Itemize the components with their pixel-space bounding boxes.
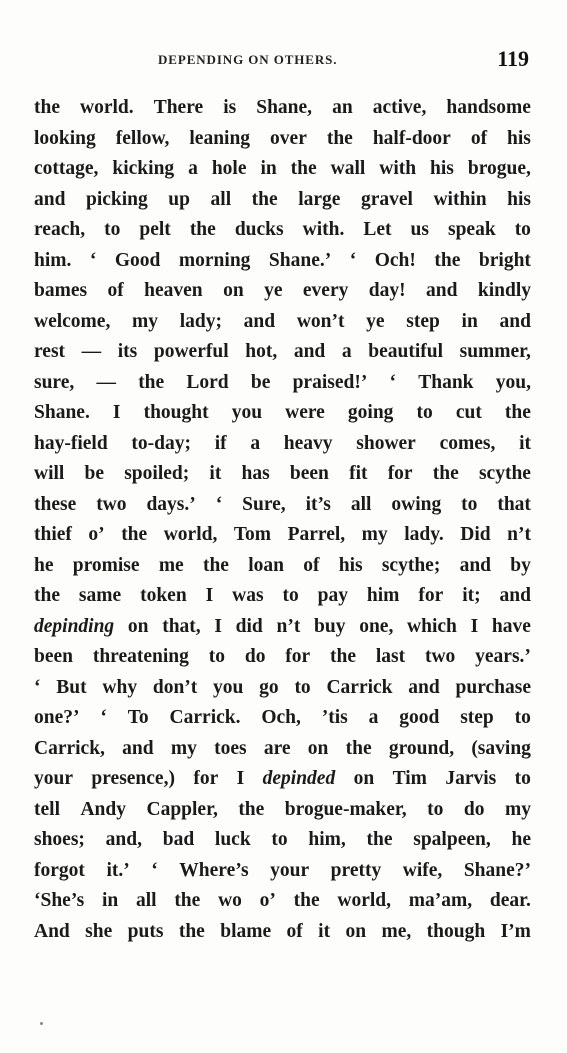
word: it; — [462, 585, 481, 606]
word: the — [178, 920, 205, 942]
word: shower — [356, 432, 416, 454]
word: — — [96, 371, 116, 393]
word: I’m — [500, 920, 531, 942]
word: spoiled; — [124, 463, 190, 484]
word: pretty — [330, 859, 382, 881]
word: ‘She’s — [34, 890, 85, 911]
paper-speck — [40, 1022, 43, 1025]
word: summer, — [459, 341, 531, 362]
text-line — [34, 337, 531, 368]
word: to — [461, 493, 478, 515]
word: pelt — [139, 219, 171, 240]
word: owing — [391, 493, 442, 515]
word: presence,) — [91, 768, 175, 789]
word: spalpeen, — [413, 829, 491, 850]
word: heavy — [283, 432, 333, 454]
word: on — [223, 280, 244, 301]
word: days.’ — [146, 493, 196, 515]
word: the — [121, 524, 148, 545]
word: his — [507, 188, 531, 210]
word: last — [375, 646, 406, 667]
word: beautiful — [368, 341, 443, 362]
word: purchase — [455, 676, 531, 698]
word: him. — [34, 249, 72, 271]
word: of — [470, 127, 488, 149]
word: and — [426, 280, 458, 301]
word: my — [132, 310, 159, 332]
text-line — [34, 368, 531, 399]
word: with — [379, 158, 417, 179]
word: ‘ — [389, 371, 397, 393]
word: Tim — [392, 768, 427, 789]
word: ye — [366, 310, 385, 332]
word: by — [510, 554, 531, 576]
text-line — [34, 246, 531, 277]
word: one, — [359, 615, 394, 637]
word: all — [350, 493, 372, 515]
text-line — [34, 307, 531, 338]
word: heaven — [144, 280, 203, 301]
word: I — [112, 402, 121, 423]
word: him, — [308, 829, 346, 850]
word: two — [96, 493, 127, 515]
word: o’ — [88, 524, 105, 545]
text-line — [34, 429, 531, 460]
word: on — [345, 920, 367, 942]
page-header — [34, 46, 531, 76]
word: be — [250, 371, 271, 393]
word: looking — [34, 127, 96, 149]
word: Thank — [418, 371, 474, 393]
word: the — [202, 554, 229, 576]
body-text — [34, 93, 531, 947]
text-line — [34, 886, 531, 917]
word: Shane?’ — [463, 859, 531, 881]
word: o’ — [259, 890, 276, 911]
word: the — [34, 585, 60, 606]
word: if — [214, 432, 227, 454]
word: cut — [455, 402, 482, 423]
word: bad — [162, 829, 195, 850]
word: in — [101, 890, 119, 911]
word: with. — [302, 219, 345, 240]
word: you — [231, 402, 263, 423]
word: morning — [178, 249, 251, 271]
word: bames — [34, 280, 88, 301]
word: been — [289, 463, 329, 484]
word: my — [504, 798, 531, 820]
word: speak — [447, 219, 496, 240]
word: go — [259, 676, 279, 698]
word: for — [193, 768, 219, 789]
word: luck — [214, 829, 251, 850]
word: lady; — [179, 310, 222, 332]
word: was — [232, 585, 264, 606]
word: the — [432, 463, 459, 484]
text-line — [34, 581, 531, 612]
word: that — [497, 493, 531, 515]
word: over — [270, 127, 307, 149]
word: gravel — [360, 188, 413, 210]
word: Tom — [233, 524, 272, 545]
word: all — [135, 890, 157, 911]
word: hay-field — [34, 432, 108, 454]
word: my — [361, 524, 388, 545]
word: wall — [330, 158, 366, 179]
word: Let — [363, 219, 392, 240]
word: rest — [34, 341, 66, 362]
word: has — [241, 463, 270, 484]
word: us — [410, 219, 429, 240]
word: on — [307, 737, 329, 759]
text-line — [34, 734, 531, 765]
word: depinding — [34, 615, 115, 637]
word: wo — [218, 890, 242, 911]
word: But — [56, 676, 87, 698]
word: his — [507, 127, 531, 149]
word: a — [250, 432, 261, 454]
word: Jarvis — [445, 768, 497, 789]
word: of — [107, 280, 124, 301]
word: it — [318, 920, 331, 942]
running-head: DEPENDING ON OTHERS. — [158, 52, 338, 67]
word: Och, — [261, 707, 301, 728]
word: and, — [105, 829, 142, 850]
word: n’t — [507, 524, 531, 545]
word: Carrick — [326, 676, 393, 698]
word: in — [461, 310, 478, 332]
word: to — [514, 707, 531, 728]
text-line — [34, 520, 531, 551]
word: I — [205, 585, 214, 606]
word: handsome — [446, 97, 531, 118]
word: why — [102, 676, 138, 698]
word: the — [138, 371, 165, 393]
word: a — [341, 341, 352, 362]
word: to — [104, 219, 121, 240]
word: step — [406, 310, 440, 332]
word: to — [282, 585, 299, 606]
text-line — [34, 215, 531, 246]
word: you — [213, 676, 244, 698]
word: you, — [495, 371, 531, 393]
word: your — [270, 859, 310, 881]
word: which — [407, 615, 457, 637]
text-line — [34, 642, 531, 673]
word: the — [330, 646, 357, 667]
word: brogue, — [467, 158, 531, 179]
word: — — [81, 341, 102, 362]
word: same — [78, 585, 122, 606]
word: and — [293, 341, 326, 362]
word: his — [430, 158, 454, 179]
word: me — [158, 554, 184, 576]
word: an — [332, 97, 353, 118]
word: wife, — [402, 859, 443, 881]
word: Carrick. — [169, 707, 241, 728]
word: ‘ — [151, 859, 158, 881]
word: I — [236, 768, 245, 789]
word: fit — [349, 463, 368, 484]
word: thief — [34, 524, 72, 545]
word: of — [303, 554, 320, 576]
word: praised!’ — [292, 371, 368, 393]
word: the — [345, 737, 372, 759]
word: brogue-maker, — [284, 798, 407, 820]
page-number: 119 — [497, 46, 529, 71]
text-line — [34, 856, 531, 887]
word: and — [122, 737, 154, 759]
word: is — [223, 97, 237, 118]
text-line — [34, 490, 531, 521]
word: pay — [317, 585, 348, 606]
word: the — [504, 402, 531, 423]
word: it — [519, 432, 531, 454]
word: within — [433, 188, 487, 210]
word: to — [271, 829, 288, 850]
word: blame — [220, 920, 272, 942]
word: did — [235, 615, 263, 637]
word: to-day; — [131, 432, 191, 454]
text-line — [34, 825, 531, 856]
word: years.’ — [475, 646, 531, 667]
word: kicking — [112, 158, 175, 179]
word: a — [188, 158, 198, 179]
word: loan — [248, 554, 284, 576]
word: depinded — [262, 768, 336, 789]
word: to — [514, 768, 531, 789]
word: be — [84, 463, 105, 484]
word: it.’ — [106, 859, 130, 881]
word: ‘ — [89, 249, 97, 271]
word: large — [298, 188, 341, 210]
text-line — [34, 276, 531, 307]
word: n’t — [276, 615, 301, 637]
word: every — [302, 280, 349, 301]
word: and — [459, 554, 492, 576]
word: won’t — [296, 310, 345, 332]
word: in — [260, 158, 277, 179]
word: scythe — [478, 463, 531, 484]
text-line — [34, 764, 531, 795]
text-line — [34, 795, 531, 826]
word: sure, — [34, 371, 75, 393]
word: on — [127, 615, 149, 637]
word: and — [499, 585, 531, 606]
word: these — [34, 493, 77, 515]
word: leaning — [189, 127, 251, 149]
word: will — [34, 463, 65, 484]
word: To — [127, 707, 149, 728]
text-line — [34, 93, 531, 124]
word: ‘ — [349, 249, 357, 271]
word: welcome, — [34, 310, 111, 332]
word: of — [286, 920, 303, 942]
word: bright — [478, 249, 531, 271]
word: to — [294, 676, 311, 698]
word: ’tis — [321, 707, 348, 728]
word: to — [208, 646, 225, 667]
word: have — [491, 615, 531, 637]
word: do — [463, 798, 485, 820]
word: to — [514, 219, 531, 240]
word: picking — [85, 188, 148, 210]
word: Och! — [374, 249, 416, 271]
word: hot, — [245, 341, 278, 362]
word: though — [426, 920, 486, 942]
word: he — [511, 829, 531, 850]
word: my — [170, 737, 197, 759]
word: the — [34, 97, 60, 118]
word: ma’am, — [408, 890, 473, 911]
word: to — [416, 402, 433, 423]
word: I — [214, 615, 222, 637]
text-line — [34, 124, 531, 155]
text-line — [34, 154, 531, 185]
text-line — [34, 612, 531, 643]
word: Shane. — [34, 402, 90, 423]
word: Shane.’ — [268, 249, 332, 271]
word: going — [347, 402, 394, 423]
word: it — [209, 463, 222, 484]
word: step — [460, 707, 494, 728]
word: to — [427, 798, 444, 820]
word: world, — [163, 524, 218, 545]
word: ‘ — [34, 676, 41, 698]
word: ducks — [234, 219, 284, 240]
word: lady. — [404, 524, 444, 545]
word: kindly — [477, 280, 531, 301]
word: and — [499, 310, 531, 332]
word: the — [290, 158, 317, 179]
word: shoes; — [34, 829, 85, 850]
text-line — [34, 185, 531, 216]
word: she — [85, 920, 113, 942]
word: ‘ — [100, 707, 107, 728]
word: the — [174, 890, 201, 911]
word: powerful — [153, 341, 229, 362]
word: ‘ — [215, 493, 223, 515]
word: Shane, — [256, 97, 313, 118]
word: thought — [143, 402, 209, 423]
word: Lord — [186, 371, 229, 393]
word: for — [418, 585, 444, 606]
word: a — [368, 707, 379, 728]
word: him — [366, 585, 400, 606]
word: Sure, — [242, 493, 286, 515]
word: all — [210, 188, 232, 210]
word: were — [285, 402, 325, 423]
word: And — [34, 920, 70, 942]
word: Good — [114, 249, 161, 271]
word: its — [117, 341, 138, 362]
word: cottage, — [34, 158, 99, 179]
word: two — [424, 646, 456, 667]
word: ground, — [388, 737, 455, 759]
word: your — [34, 768, 73, 789]
word: and — [408, 676, 440, 698]
word: Where’s — [179, 859, 249, 881]
text-line — [34, 673, 531, 704]
word: Carrick, — [34, 737, 105, 759]
text-line — [34, 917, 531, 948]
word: been — [34, 646, 73, 667]
word: tell — [34, 798, 60, 820]
word: up — [168, 188, 190, 210]
word: his — [338, 554, 363, 576]
word: reach, — [34, 219, 86, 240]
word: are — [263, 737, 291, 759]
word: for — [387, 463, 413, 484]
word: the — [238, 798, 265, 820]
word: comes, — [439, 432, 496, 454]
word: the — [293, 890, 320, 911]
word: Andy — [80, 798, 126, 820]
word: (saving — [471, 737, 531, 759]
word: the — [366, 829, 393, 850]
word: Did — [460, 524, 491, 545]
word: token — [140, 585, 187, 606]
word: dear. — [489, 890, 531, 911]
word: scythe; — [381, 554, 441, 576]
word: Cappler, — [146, 798, 218, 820]
word: and — [243, 310, 276, 332]
text-line — [34, 459, 531, 490]
word: puts — [127, 920, 164, 942]
word: he — [34, 554, 54, 576]
word: active, — [372, 97, 427, 118]
word: threatening — [92, 646, 189, 667]
word: that, — [162, 615, 201, 637]
word: promise — [72, 554, 140, 576]
word: for — [285, 646, 311, 667]
word: toes — [214, 737, 247, 759]
word: the — [434, 249, 461, 271]
word: forgot — [34, 859, 85, 881]
text-line — [34, 551, 531, 582]
word: hole — [211, 158, 247, 179]
word: the — [251, 188, 278, 210]
word: ye — [264, 280, 283, 301]
word: buy — [314, 615, 346, 637]
word: There — [153, 97, 204, 118]
word: do — [244, 646, 266, 667]
word: world, — [337, 890, 392, 911]
word: good — [399, 707, 440, 728]
word: one?’ — [34, 707, 80, 728]
word: and — [34, 188, 66, 210]
word: on — [353, 768, 375, 789]
word: me, — [381, 920, 412, 942]
text-line — [34, 398, 531, 429]
word: half-door — [372, 127, 451, 149]
word: the — [189, 219, 216, 240]
word: it’s — [305, 493, 331, 515]
word: Parrel, — [287, 524, 346, 545]
word: fellow, — [115, 127, 170, 149]
word: world. — [80, 97, 134, 118]
word: day! — [368, 280, 406, 301]
word: I — [470, 615, 479, 637]
word: the — [326, 127, 353, 149]
text-line — [34, 703, 531, 734]
word: don’t — [152, 676, 198, 698]
